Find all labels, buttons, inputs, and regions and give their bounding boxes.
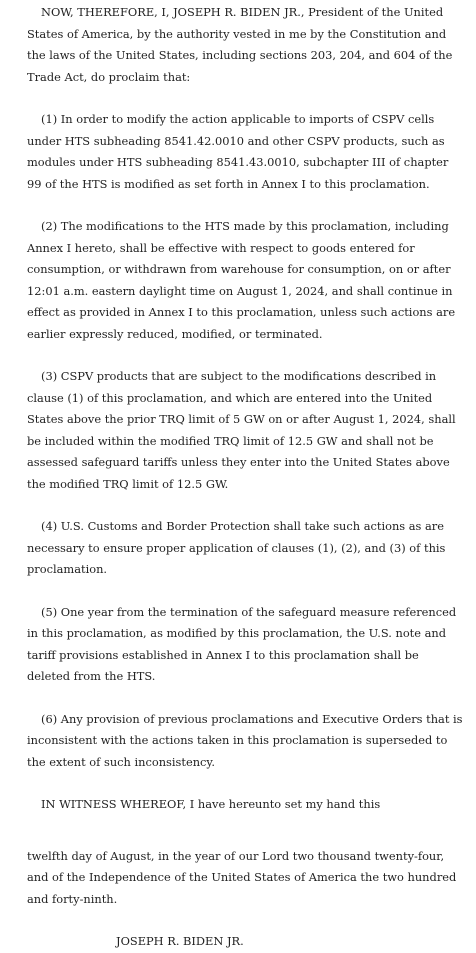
clause-3: (3) CSPV products that are subject to the modifications described in clause (1) of this proclamation, and which are entered into the United States above the prior TRQ limit of 5 GW on or after August 1, 2024, shall be included within the modified TRQ limit of 12.5 GW and shall not be assessed safeguard tariffs unless they enter into the United States above the modified TRQ limit of 12.5 GW.	[27, 369, 456, 491]
clause-6: (6) Any provision of previous proclamations and Executive Orders that is inconsistent with the actions taken in this proclamation is superseded to the extent of such inconsistency.	[27, 711, 463, 769]
proclamation-intro: NOW, THEREFORE, I, JOSEPH R. BIDEN JR., President of the United States of America, by the authority vested in me by the Constitution and the laws of the United States, including sections 203, 204, and 604 of the Trade Act, do proclaim that:	[27, 5, 453, 84]
signature-name: JOSEPH R. BIDEN JR.	[116, 934, 244, 948]
clause-1: (1) In order to modify the action applicable to imports of CSPV cells under HTS subheading 8541.42.0010 and other CSPV products, such as modules under HTS subheading 8541.43.0010, subchapter III of chapter 99 of the HTS is modified as set forth in Annex I to this proclamation.	[27, 112, 449, 191]
proclamation-document	[27, 0, 463, 953]
clause-2: (2) The modifications to the HTS made by this proclamation, including Annex I hereto, shall be effective with respect to goods entered for consumption, or withdrawn from warehouse for consumption, on or after 12:01 a.m. eastern daylight time on August 1, 2024, and shall continue in effect as provided in Annex I to this proclamation, unless such actions are earlier expressly reduced, modified, or terminated.	[27, 219, 456, 341]
witness-date: twelfth day of August, in the year of our Lord two thousand twenty-four, and of the Independence of the United States of America the two hundred and forty-ninth.	[27, 848, 457, 906]
witness-clause: IN WITNESS WHEREOF, I have hereunto set my hand this	[41, 797, 381, 811]
clause-5: (5) One year from the termination of the safeguard measure referenced in this proclamation, as modified by this proclamation, the U.S. note and tariff provisions established in Annex I to this proclamation shall be deleted from the HTS.	[27, 604, 457, 683]
clause-4: (4) U.S. Customs and Border Protection shall take such actions as are necessary to ensure proper application of clauses (1), (2), and (3) of this proclamation.	[27, 519, 446, 576]
